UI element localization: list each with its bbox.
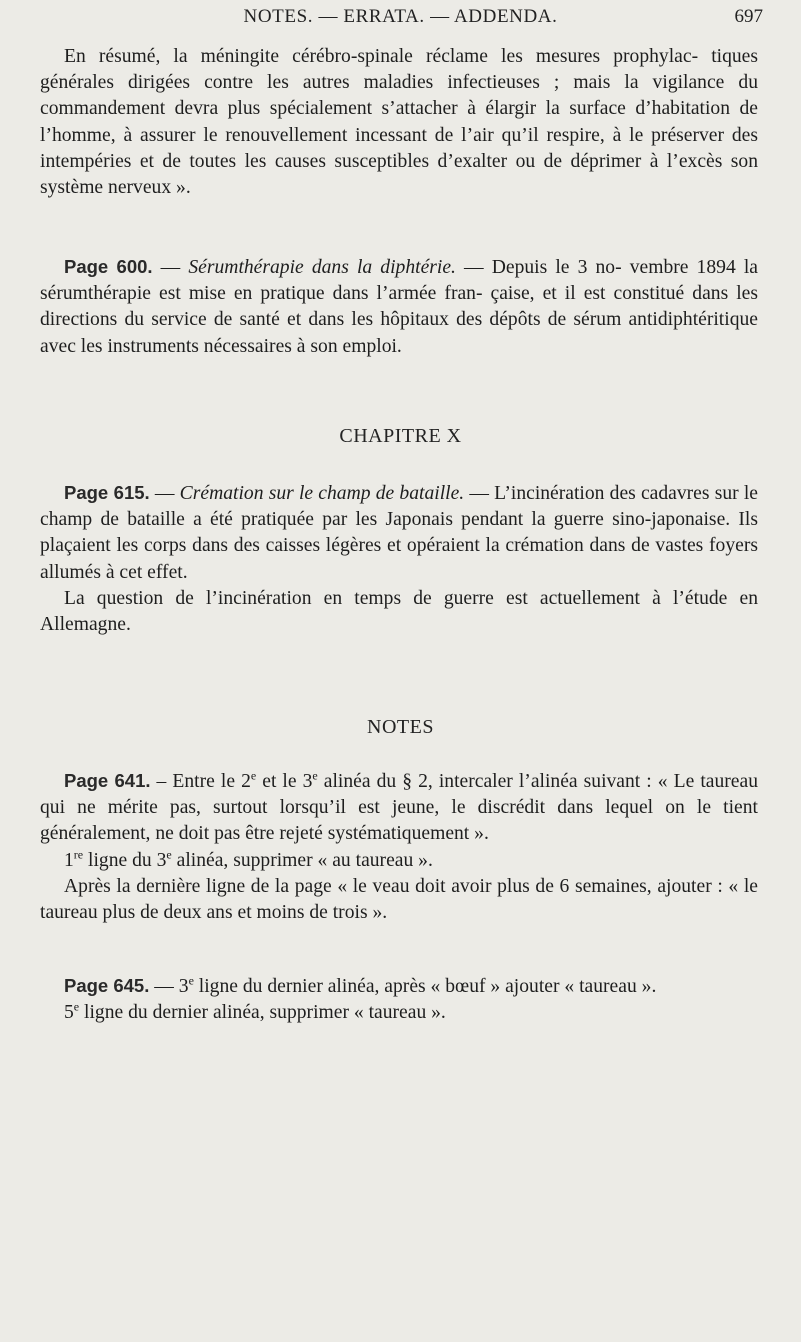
running-title: NOTES. — ERRATA. — ADDENDA.: [243, 6, 558, 27]
entry-641-line-2-num: 1: [64, 849, 74, 871]
page-ref-615: Page 615.: [64, 482, 150, 503]
intro-paragraph: [40, 44, 758, 201]
running-head: [0, 6, 801, 32]
entry-641-line-3: Après la dernière ligne de la page « le veau doit avoir plus de 6 semaines, ajouter : « le taureau plus de deux ans et moins de trois ».: [40, 875, 758, 924]
entry-641-line-2-sup2: e: [166, 847, 172, 862]
page-ref-641: Page 641.: [64, 770, 151, 791]
page-ref-600: Page 600.: [64, 256, 153, 277]
entry-600-paragraph: [40, 254, 758, 360]
entry-641-text-a: – Entre le 2: [150, 771, 251, 792]
entry-page-600: [40, 254, 758, 360]
entry-645-sup-a: e: [188, 973, 194, 988]
page-ref-645: Page 645.: [64, 975, 150, 996]
entry-615-paragraph-2: La question de l’incinération en temps de guerre est actuellement à l’étude en Allemagne.: [40, 587, 758, 636]
entry-645-paragraph: [40, 973, 758, 1000]
page-number: 697: [734, 6, 763, 27]
entry-645-text-a: — 3: [149, 976, 189, 997]
entry-645-text-b: ligne du dernier alinéa, après « bœuf » ajouter « taureau ».: [193, 976, 657, 997]
notes-heading: NOTES: [367, 716, 434, 738]
entry-page-641: [40, 768, 758, 926]
entry-641-line-2: [40, 848, 758, 874]
entry-641-line-2-text2: alinéa, supprimer « au taureau ».: [171, 849, 433, 871]
entry-615-title: Crémation sur le champ de bataille.: [179, 483, 465, 504]
entry-600-text: — Depuis le 3 no‑ vembre 1894 la sérumthérapie est mise en pratique dans l’armée fran‑ çaise, et il est constitué dans les directions du service de santé et dans les hôpitaux des dépôts de sérum antidiphtéritique avec les instruments nécessaires à son emploi.: [40, 257, 758, 357]
entry-615-dash: —: [149, 483, 180, 504]
entry-645-line-2-text: ligne du dernier alinéa, supprimer « taureau ».: [79, 1002, 446, 1024]
entry-641-sup-b: e: [312, 768, 318, 783]
entry-641-line-2-sup: re: [73, 847, 84, 862]
entry-615-paragraph: [40, 480, 758, 586]
entry-600-title: Sérumthérapie dans la diphtérie.: [188, 257, 456, 278]
intro-text: En résumé, la méningite cérébro-spinale réclame les mesures prophylac‑ tiques générales dirigées contre les autres maladies infectieuses ; mais la vigilance du commandement devra plus spécialement s’attacher à élargir la surface d’habitation de l’homme, à assurer le renouvellement incessant de l’air qu’il respire, à le préserver des intempéries et de toutes les causes susceptibles d’exalter ou de déprimer à l’excès son système nerveux ».: [40, 46, 758, 199]
entry-641-text-b: et le 3: [256, 771, 313, 792]
entry-600-dash: —: [152, 257, 189, 278]
entry-page-615: [40, 480, 758, 638]
entry-641-text-c: alinéa du § 2, intercaler l’alinéa suivant : « Le taureau qui ne mérite pas, surtout lorsqu’il est jeune, le discrédit dans lequel on le tient généralement, ne doit pas être rejeté systématiquement ».: [40, 771, 758, 845]
entry-page-645: [40, 973, 758, 1026]
entry-645-line-2-num: 5: [64, 1002, 74, 1024]
entry-641-line-2-text: ligne du 3: [83, 849, 167, 871]
chapter-heading: CHAPITRE X: [339, 425, 462, 447]
entry-641-sup-a: e: [250, 768, 257, 783]
entry-645-line-2: [40, 1000, 758, 1026]
entry-645-line-2-sup: e: [73, 999, 80, 1014]
entry-641-paragraph: [40, 768, 758, 848]
entry-615-text: — L’incinération des cadavres sur le champ de bataille a été pratiquée par les Japonais pendant la guerre sino-japonaise. Ils plaçaient les corps dans des caisses légères et opéraient la crémation dans de vastes foyers allumés à cet effet.: [40, 483, 758, 583]
